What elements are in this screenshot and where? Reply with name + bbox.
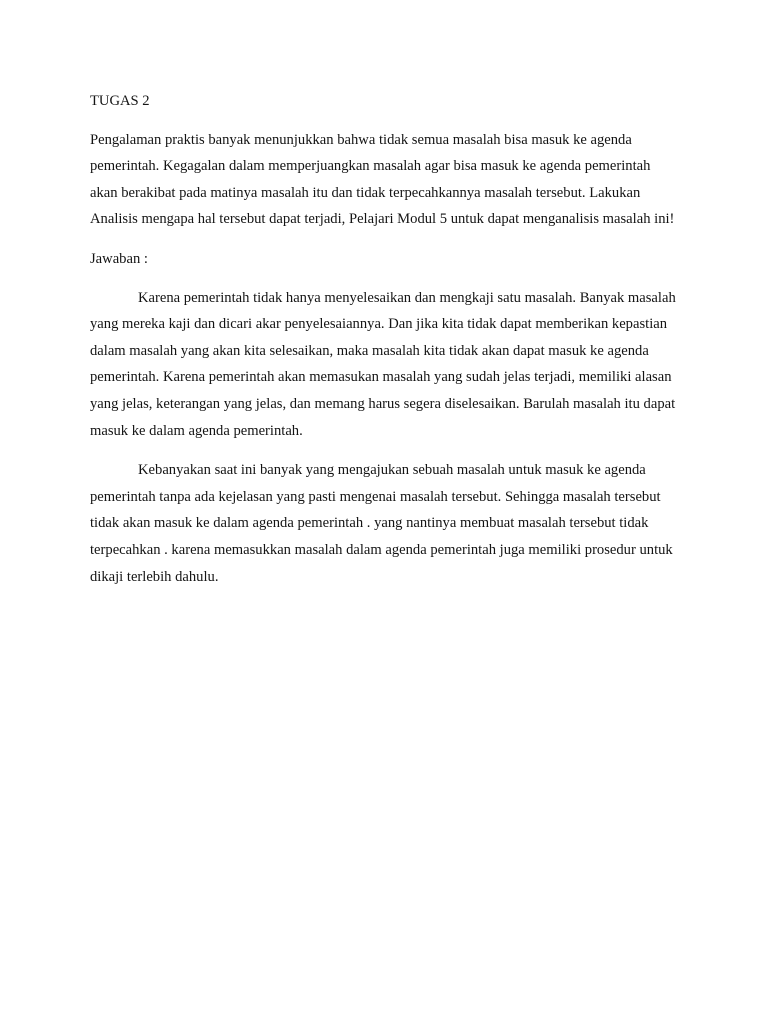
answer-label: Jawaban :	[90, 250, 148, 267]
document-body	[90, 88, 680, 603]
document-title: TUGAS 2	[90, 93, 150, 109]
question-paragraph: Pengalaman praktis banyak menunjukkan bahwa tidak semua masalah bisa masuk ke agenda pemerintah. Kegagalan dalam memperjuangkan masalah agar bisa masuk ke agenda pemerintah akan berakibat pada matinya masalah itu dan tidak terpecahkannya masalah tersebut. Lakukan Analisis mengapa hal tersebut dapat terjadi, Pelajari Modul 5 untuk dapat menganalisis masalah ini!	[90, 132, 675, 228]
answer-paragraph-1: Karena pemerintah tidak hanya menyelesaikan dan mengkaji satu masalah. Banyak masalah yang mereka kaji dan dicari akar penyelesaiannya. Dan jika kita tidak dapat memberikan kepastian dalam masalah yang akan kita selesaikan, maka masalah kita tidak akan dapat masuk ke agenda pemerintah. Karena pemerintah akan memasukan masalah yang sudah jelas terjadi, memiliki alasan yang jelas, keterangan yang jelas, dan memang harus segera diselesaikan. Barulah masalah itu dapat masuk ke dalam agenda pemerintah.	[90, 289, 676, 439]
answer-paragraph-2: Kebanyakan saat ini banyak yang mengajukan sebuah masalah untuk masuk ke agenda pemerintah tanpa ada kejelasan yang pasti mengenai masalah tersebut. Sehingga masalah tersebut tidak akan masuk ke dalam agenda pemerintah . yang nantinya membuat masalah tersebut tidak terpecahkan . karena memasukkan masalah dalam agenda pemerintah juga memiliki prosedur untuk dikaji terlebih dahulu.	[90, 462, 673, 585]
